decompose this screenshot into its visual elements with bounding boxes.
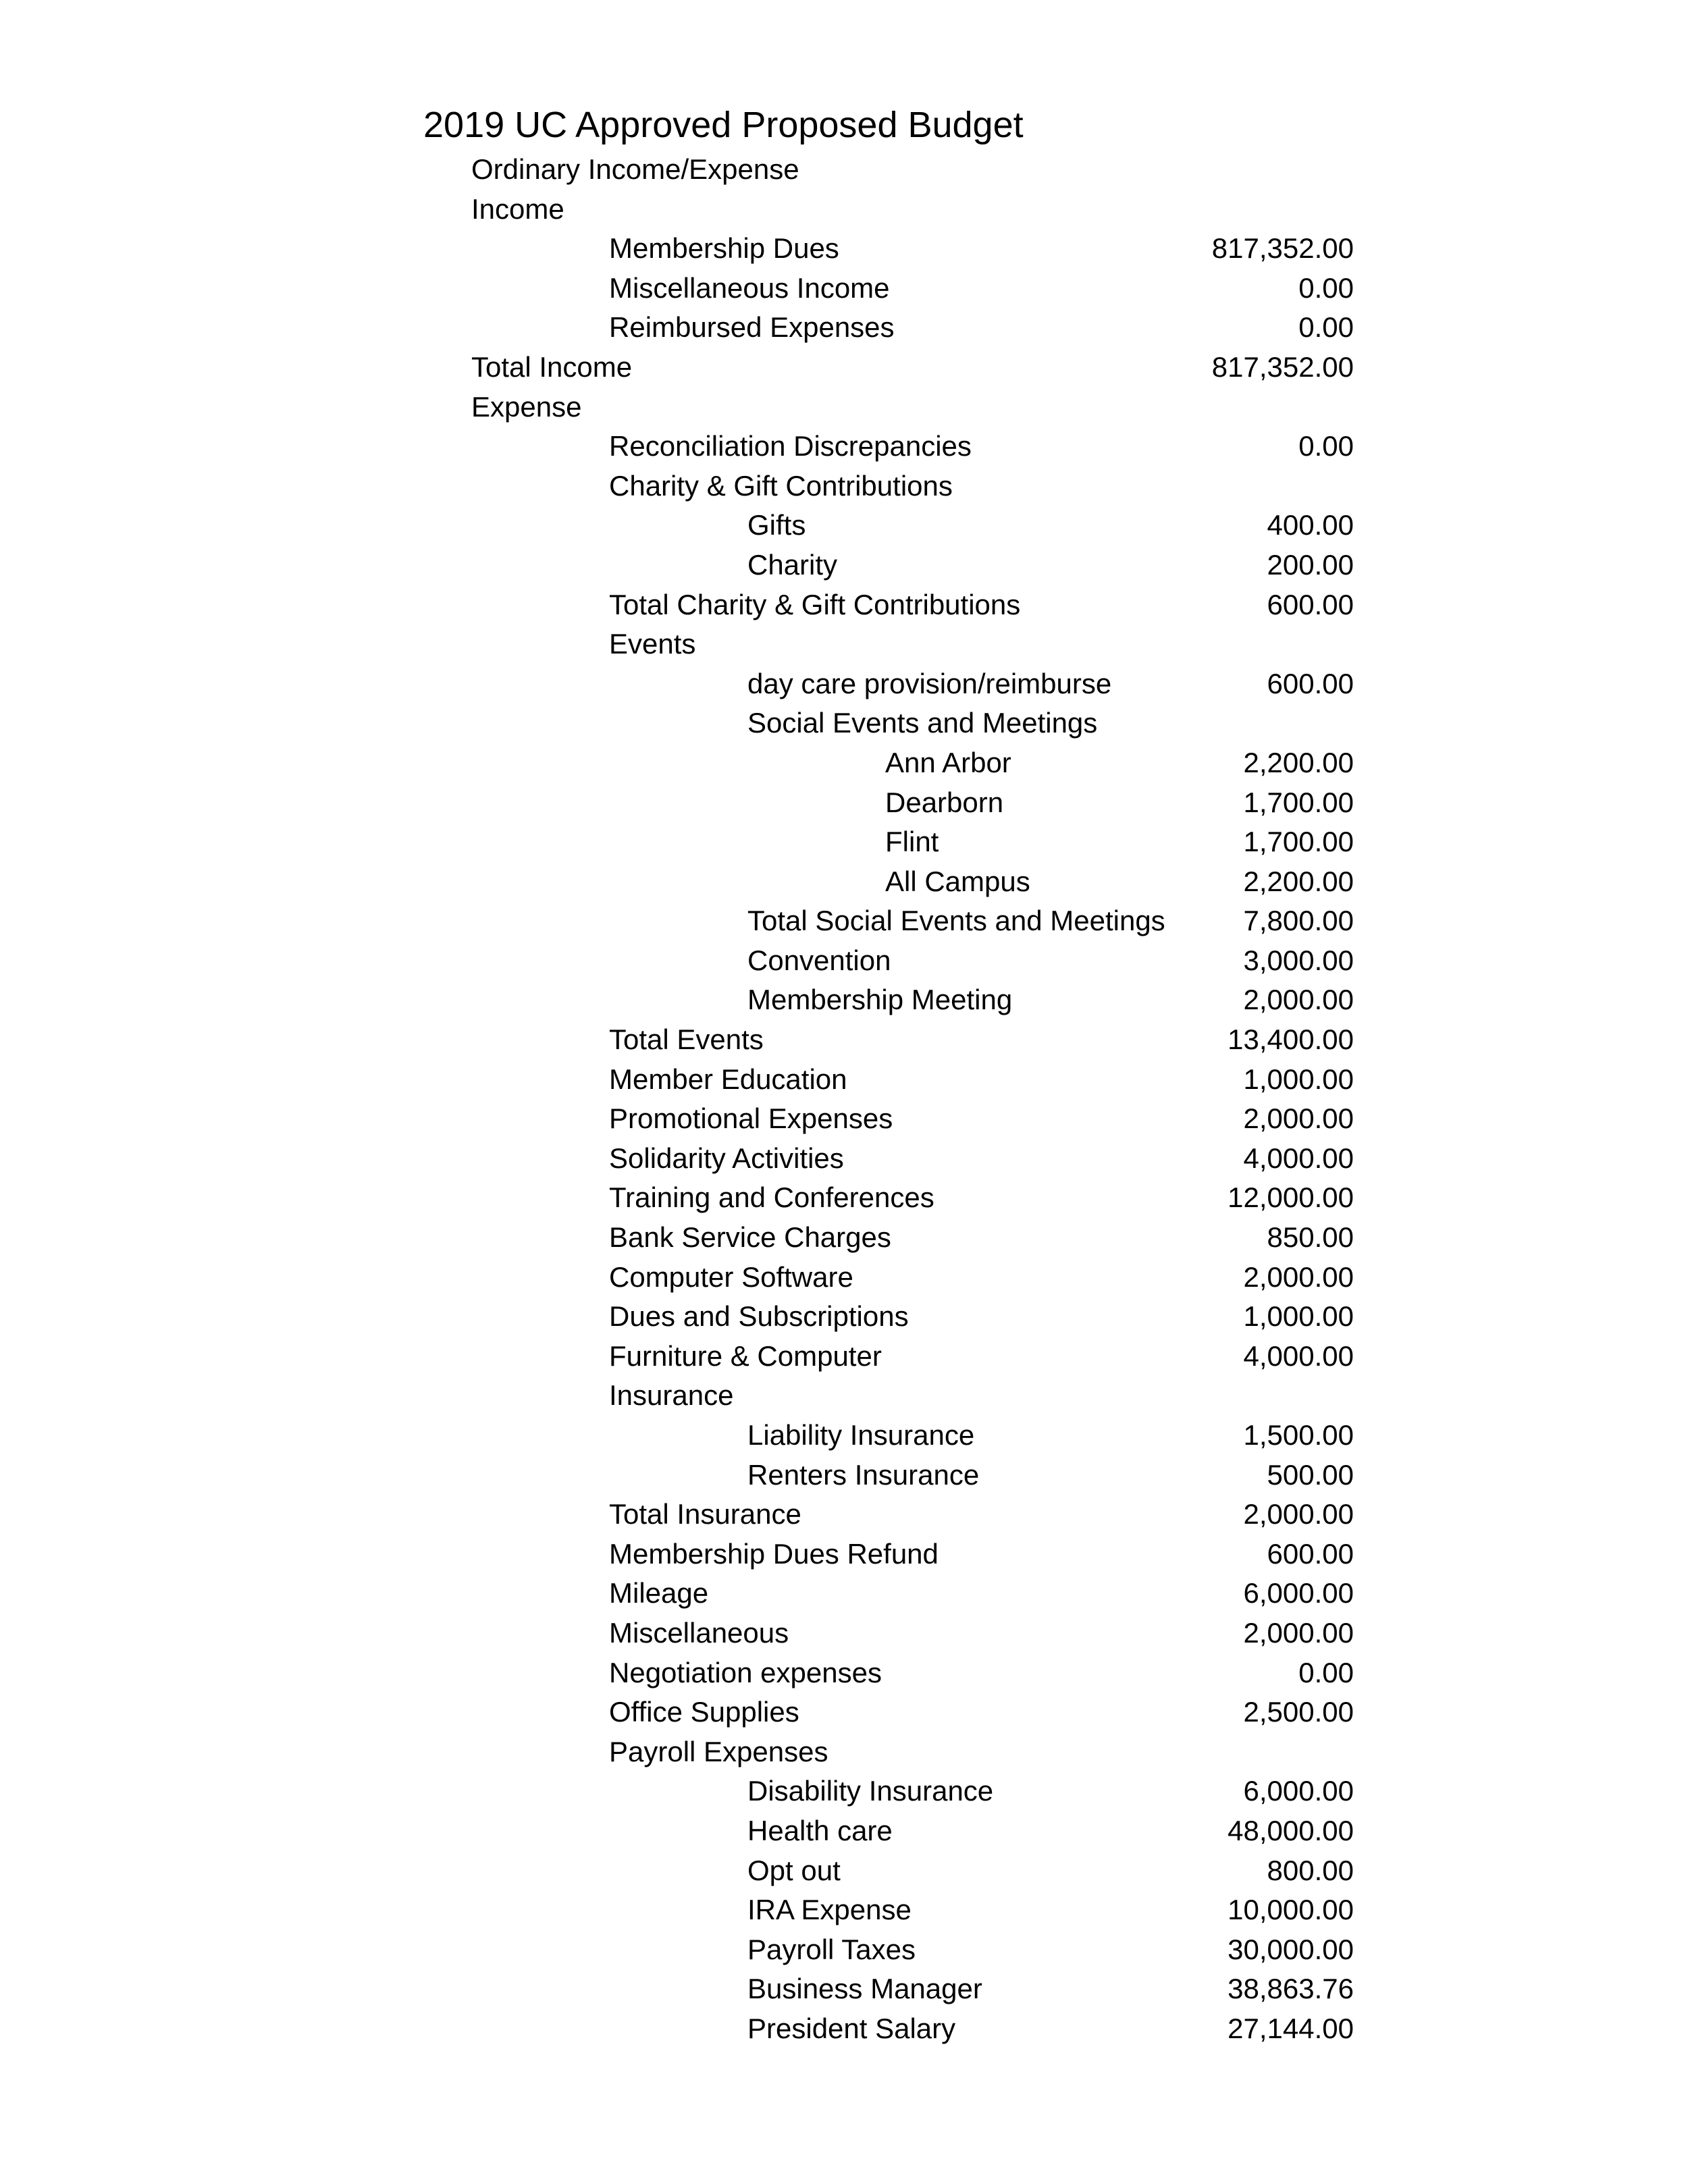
budget-row-label: Health care [747,1814,893,1846]
budget-row-label: Miscellaneous [609,1616,789,1649]
budget-row [0,941,1688,981]
budget-row-label: Renters Insurance [747,1458,980,1491]
budget-row [0,1732,1688,1772]
budget-row-amount: 4,000.00 [1243,1142,1354,1174]
budget-row-amount: 0.00 [1298,430,1354,462]
budget-row-amount: 600.00 [1267,667,1354,699]
budget-row [0,1614,1688,1653]
budget-row-label: Office Supplies [609,1696,799,1728]
budget-row [0,1772,1688,1811]
budget-row-amount: 0.00 [1298,311,1354,344]
budget-row-label: Furniture & Computer [609,1339,882,1372]
budget-row-amount: 10,000.00 [1228,1894,1354,1926]
budget-row-label: Payroll Taxes [747,1933,916,1965]
budget-row [0,1811,1688,1851]
budget-row-amount: 600.00 [1267,1537,1354,1570]
budget-row-label: Reimbursed Expenses [609,311,895,344]
budget-row [0,1890,1688,1930]
budget-row-amount: 4,000.00 [1243,1339,1354,1372]
budget-row [0,1020,1688,1060]
budget-row-label: President Salary [747,2012,956,2044]
budget-row-label: IRA Expense [747,1894,912,1926]
budget-row [0,545,1688,585]
document-title: 2019 UC Approved Proposed Budget [423,105,1024,145]
budget-row-label: Convention [747,944,891,976]
budget-row-amount: 817,352.00 [1211,232,1354,265]
budget-row-amount: 30,000.00 [1228,1933,1354,1965]
budget-row-label: Membership Dues Refund [609,1537,939,1570]
budget-row [0,506,1688,545]
budget-row-label: Negotiation expenses [609,1656,882,1688]
budget-row-label: Income [471,192,564,225]
budget-row-label: Bank Service Charges [609,1221,891,1254]
budget-row [0,1535,1688,1574]
budget-row-amount: 600.00 [1267,588,1354,620]
budget-row-label: All Campus [885,865,1030,897]
budget-row [0,1693,1688,1732]
budget-row-label: Training and Conferences [609,1181,934,1214]
budget-row [0,388,1688,427]
budget-row-label: Events [609,628,696,660]
budget-row-label: Member Education [609,1063,847,1095]
budget-row-label: Solidarity Activities [609,1142,844,1174]
budget-row-label: Total Events [609,1023,764,1056]
budget-row-amount: 1,700.00 [1243,826,1354,858]
budget-row [0,467,1688,506]
budget-row-label: Total Insurance [609,1498,801,1530]
budget-row [0,269,1688,309]
budget-row [0,1495,1688,1535]
budget-row [0,1969,1688,2009]
budget-row-amount: 2,000.00 [1243,984,1354,1016]
budget-row-amount: 2,000.00 [1243,1616,1354,1649]
budget-row-label: Membership Dues [609,232,839,265]
budget-row [0,624,1688,664]
budget-row-label: Disability Insurance [747,1775,994,1807]
budget-row-label: Promotional Expenses [609,1102,893,1135]
budget-row-amount: 6,000.00 [1243,1775,1354,1807]
budget-row [0,1060,1688,1100]
budget-row-label: Computer Software [609,1260,853,1293]
budget-row-label: Ordinary Income/Expense [471,153,799,185]
budget-row [0,1178,1688,1218]
budget-row [0,308,1688,348]
budget-row-amount: 2,000.00 [1243,1102,1354,1135]
budget-row-label: Payroll Expenses [609,1735,828,1767]
budget-row [0,743,1688,783]
budget-row-label: Liability Insurance [747,1419,975,1451]
budget-row-amount: 6,000.00 [1243,1577,1354,1609]
budget-row-label: Charity [747,548,838,581]
budget-row-amount: 2,000.00 [1243,1498,1354,1530]
budget-row-label: Mileage [609,1577,709,1609]
budget-row [0,1258,1688,1298]
budget-row [0,229,1688,269]
budget-row-label: day care provision/reimburse [747,667,1112,699]
budget-row-label: Miscellaneous Income [609,271,890,304]
budget-row [0,1139,1688,1179]
budget-row [0,427,1688,467]
budget-row-label: Social Events and Meetings [747,707,1098,739]
budget-row-label: Charity & Gift Contributions [609,469,953,502]
budget-row-amount: 38,863.76 [1228,1973,1354,2005]
budget-row-amount: 400.00 [1267,509,1354,541]
budget-row-label: Insurance [609,1379,734,1412]
budget-row-amount: 2,200.00 [1243,865,1354,897]
budget-row-label: Business Manager [747,1973,982,2005]
budget-row [0,1218,1688,1258]
budget-row [0,2009,1688,2049]
budget-row [0,1099,1688,1139]
budget-row-label: Opt out [747,1854,841,1886]
budget-row-amount: 3,000.00 [1243,944,1354,976]
budget-row-amount: 850.00 [1267,1221,1354,1254]
budget-row [0,1337,1688,1377]
budget-row-amount: 12,000.00 [1228,1181,1354,1214]
budget-row-amount: 1,000.00 [1243,1300,1354,1333]
budget-row-amount: 1,700.00 [1243,786,1354,818]
budget-row-label: Total Income [471,350,633,383]
budget-row-amount: 817,352.00 [1211,350,1354,383]
budget-row-amount: 2,000.00 [1243,1260,1354,1293]
budget-row [0,822,1688,862]
budget-row [0,150,1688,190]
budget-row [0,190,1688,230]
budget-row [0,585,1688,625]
budget-row-label: Gifts [747,509,806,541]
budget-table [0,150,1688,2049]
budget-row [0,1851,1688,1891]
budget-row [0,862,1688,902]
budget-row-amount: 1,000.00 [1243,1063,1354,1095]
budget-row-amount: 0.00 [1298,1656,1354,1688]
budget-row-label: Reconciliation Discrepancies [609,430,972,462]
budget-row-label: Dearborn [885,786,1004,818]
budget-row-amount: 13,400.00 [1228,1023,1354,1056]
budget-row-label: Expense [471,390,582,423]
budget-row-amount: 48,000.00 [1228,1814,1354,1846]
budget-row-label: Ann Arbor [885,746,1011,778]
budget-row-amount: 200.00 [1267,548,1354,581]
budget-row [0,1376,1688,1416]
budget-row-amount: 500.00 [1267,1458,1354,1491]
budget-row-amount: 2,500.00 [1243,1696,1354,1728]
budget-row [0,348,1688,388]
budget-row [0,901,1688,941]
budget-row [0,703,1688,743]
budget-row-label: Total Charity & Gift Contributions [609,588,1021,620]
budget-row [0,1653,1688,1693]
budget-row-amount: 2,200.00 [1243,746,1354,778]
budget-row-label: Dues and Subscriptions [609,1300,909,1333]
budget-row [0,1930,1688,1970]
budget-row-amount: 1,500.00 [1243,1419,1354,1451]
budget-row-amount: 27,144.00 [1228,2012,1354,2044]
budget-row-amount: 7,800.00 [1243,905,1354,937]
budget-row-amount: 800.00 [1267,1854,1354,1886]
budget-row [0,664,1688,704]
budget-row-label: Total Social Events and Meetings [747,905,1165,937]
budget-row [0,1297,1688,1337]
budget-row [0,980,1688,1020]
budget-row [0,1574,1688,1614]
budget-row-label: Membership Meeting [747,984,1013,1016]
budget-row [0,1456,1688,1495]
budget-row-label: Flint [885,826,939,858]
budget-row [0,1416,1688,1456]
budget-row [0,783,1688,823]
budget-row-amount: 0.00 [1298,271,1354,304]
